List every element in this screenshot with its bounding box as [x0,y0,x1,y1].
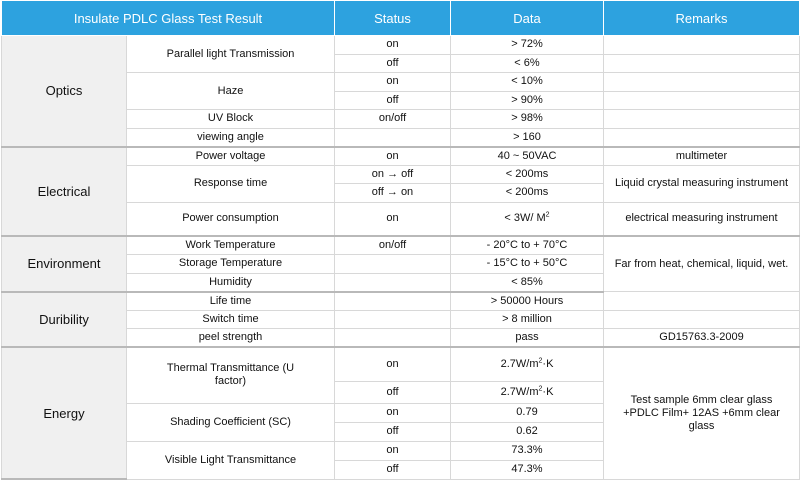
data-cell: > 90% [451,91,604,110]
data-cell: < 200ms [451,184,604,203]
item-power-voltage: Power voltage [127,147,335,166]
status-cell: on [335,403,451,422]
thermal-on-value: 2.7W/m [500,357,539,370]
item-power-consumption: Power consumption [127,202,335,236]
data-cell: pass [451,329,604,348]
data-cell [451,381,604,403]
item-response-time: Response time [127,165,335,202]
power-data-exponent: 2 [545,211,550,219]
remarks-cell: GD15763.3-2009 [604,329,800,348]
item-visible-light-transmittance: Visible Light Transmittance [127,441,335,479]
remarks-cell [604,310,800,329]
item-work-temperature: Work Temperature [127,236,335,255]
status-cell [335,255,451,274]
header-status: Status [335,1,451,36]
status-cell: off [335,460,451,479]
status-cell [335,310,451,329]
pdlc-test-result-table [1,0,800,480]
status-cell: on/off [335,236,451,255]
table-row [2,36,800,55]
status-cell: off [335,381,451,403]
data-cell: 73.3% [451,441,604,460]
status-cell: off [335,54,451,73]
table-row [2,236,800,255]
data-cell: 40 ~ 50VAC [451,147,604,166]
data-cell: < 10% [451,73,604,92]
item-thermal-transmittance: Thermal Transmittance (U factor) [127,347,335,403]
data-cell: < 85% [451,273,604,292]
item-viewing-angle: viewing angle [127,128,335,147]
data-cell: < 200ms [451,165,604,184]
status-cell: on → off [335,165,451,184]
remarks-cell: Test sample 6mm clear glass +PDLC Film+ 12AS +6mm clear glass [604,347,800,479]
data-cell [451,202,604,236]
data-cell: 47.3% [451,460,604,479]
data-cell: - 20°C to + 70°C [451,236,604,255]
remarks-cell [604,110,800,129]
category-electrical: Electrical [2,147,127,237]
category-optics: Optics [2,36,127,147]
status-cell: on [335,147,451,166]
category-energy: Energy [2,347,127,479]
item-humidity: Humidity [127,273,335,292]
data-cell: 0.62 [451,422,604,441]
remarks-cell [604,36,800,55]
item-shading-coefficient: Shading Coefficient (SC) [127,403,335,441]
status-cell: on [335,36,451,55]
item-haze: Haze [127,73,335,110]
status-cell: on [335,347,451,381]
table-row [2,147,800,166]
status-cell: on [335,202,451,236]
status-cell [335,329,451,348]
status-cell [335,292,451,311]
data-cell: > 8 million [451,310,604,329]
data-cell: > 72% [451,36,604,55]
data-cell: > 98% [451,110,604,129]
item-uv-block: UV Block [127,110,335,129]
data-cell: 0.79 [451,403,604,422]
data-cell: < 6% [451,54,604,73]
data-cell: > 160 [451,128,604,147]
remarks-cell: multimeter [604,147,800,166]
status-cell [335,273,451,292]
header-test-item: Insulate PDLC Glass Test Result [2,1,335,36]
thermal-off-value: 2.7W/m [500,385,539,398]
item-life-time: Life time [127,292,335,311]
status-cell [335,128,451,147]
remarks-cell [604,73,800,92]
item-peel-strength: peel strength [127,329,335,348]
remarks-cell [604,91,800,110]
status-cell: on [335,441,451,460]
header-remarks: Remarks [604,1,800,36]
status-cell: on [335,73,451,92]
status-cell: on/off [335,110,451,129]
power-data-value: < 3W/ M [504,212,546,225]
status-cell: off [335,422,451,441]
remarks-cell [604,54,800,73]
table-row [2,292,800,311]
data-cell [451,347,604,381]
remarks-cell: Liquid crystal measuring instrument [604,165,800,202]
item-storage-temperature: Storage Temperature [127,255,335,274]
category-environment: Environment [2,236,127,292]
item-parallel-light-transmission: Parallel light Transmission [127,36,335,73]
remarks-cell [604,292,800,311]
category-duribility: Duribility [2,292,127,348]
table-row [2,347,800,381]
data-cell: > 50000 Hours [451,292,604,311]
status-cell: off [335,91,451,110]
thermal-on-unit: ·K [542,357,554,370]
data-cell: - 15°C to + 50°C [451,255,604,274]
remarks-cell: Far from heat, chemical, liquid, wet. [604,236,800,292]
remarks-cell: electrical measuring instrument [604,202,800,236]
remarks-cell [604,128,800,147]
item-switch-time: Switch time [127,310,335,329]
status-cell: off → on [335,184,451,203]
table-header-row [2,1,800,36]
thermal-on-exponent: 2 [538,357,543,365]
thermal-off-unit: ·K [542,385,554,398]
header-data: Data [451,1,604,36]
thermal-off-exponent: 2 [538,384,543,392]
